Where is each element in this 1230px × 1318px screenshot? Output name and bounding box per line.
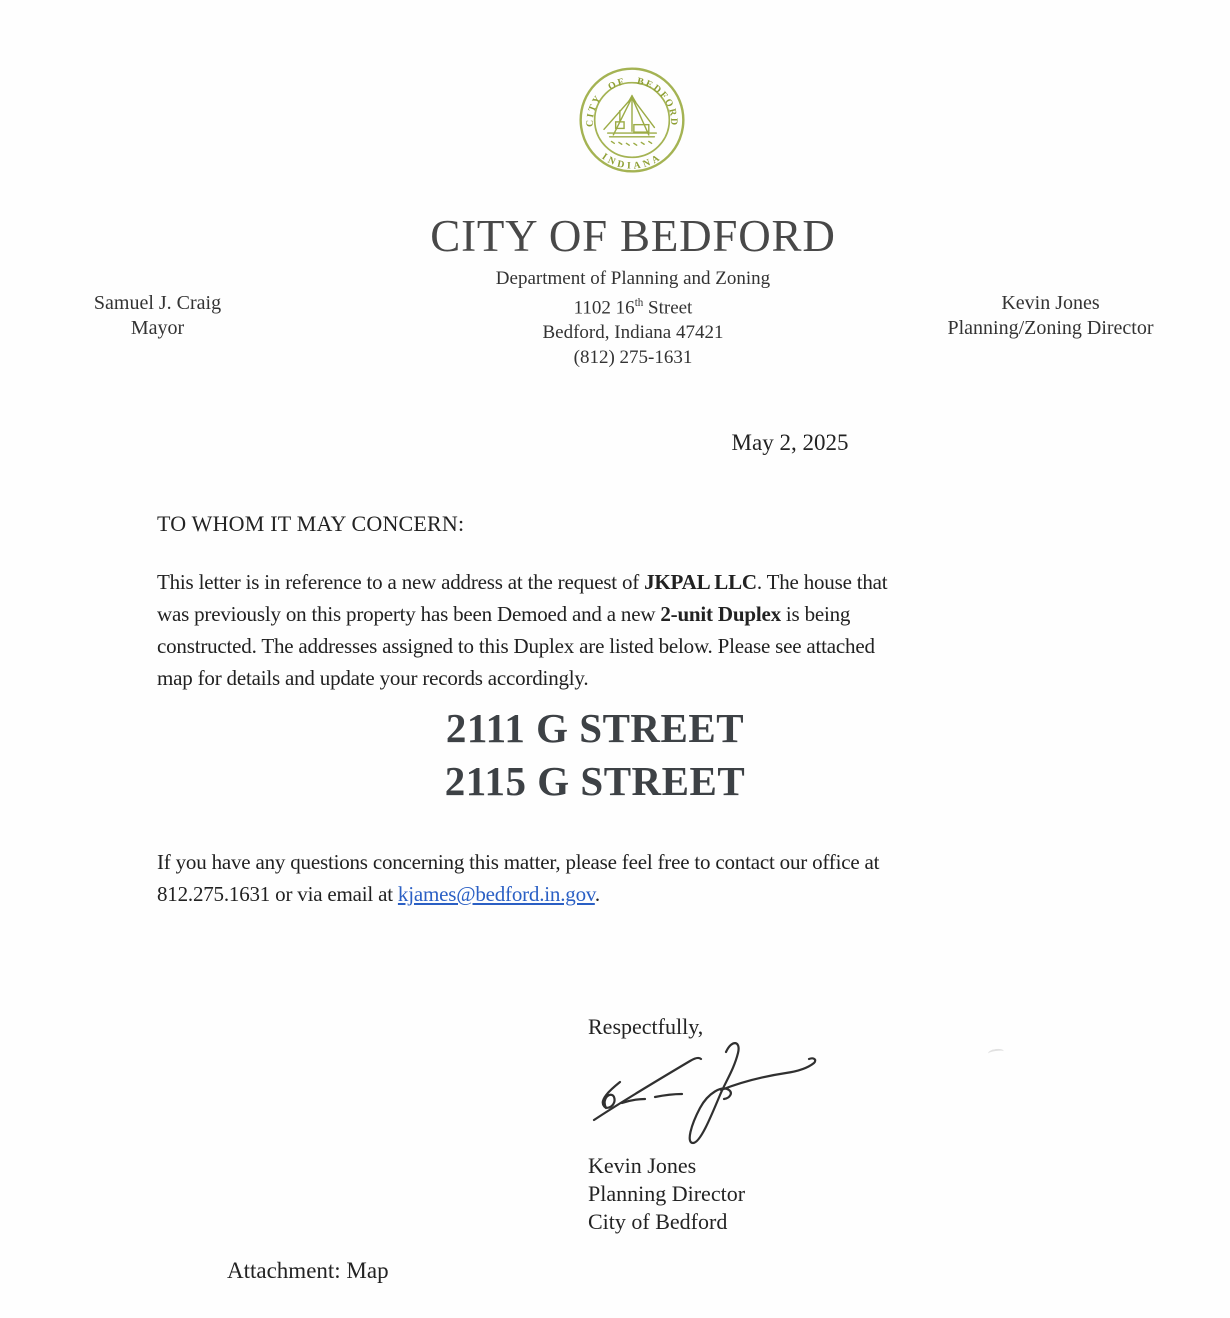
director-block xyxy=(928,291,1173,341)
paragraph-line: If you have any questions concerning this matter, please feel free to contact our office at xyxy=(157,850,880,874)
header-address-block xyxy=(333,266,933,370)
city-seal xyxy=(574,64,690,176)
letter-date: May 2, 2025 xyxy=(731,430,849,455)
address-line-2: 2115 G STREET xyxy=(444,758,746,804)
phone-line: (812) 275-1631 xyxy=(573,347,693,369)
paragraph-line: map for details and update your records accordingly. xyxy=(157,666,589,690)
body-paragraph-1 xyxy=(157,566,1077,694)
assigned-addresses xyxy=(160,702,1030,808)
signature-stroke xyxy=(690,1043,815,1143)
email-link[interactable]: kjames@bedford.in.gov xyxy=(397,882,595,906)
city-state-zip-line: Bedford, Indiana 47421 xyxy=(542,322,724,344)
seal-bottom-text: INDIANA xyxy=(599,151,665,172)
signer-block xyxy=(588,1152,745,1236)
scan-artifact xyxy=(988,1048,1005,1057)
signature-stroke xyxy=(594,1058,701,1120)
signature xyxy=(576,1036,828,1154)
seal-top-text: CITY OF BEDFORD xyxy=(584,75,680,128)
mayor-block xyxy=(55,291,260,341)
svg-text:INDIANA xyxy=(600,151,665,171)
mayor-title: Mayor xyxy=(130,317,185,339)
paragraph-line: This letter is in reference to a new address at the request of JKPAL LLC. The house that xyxy=(157,570,888,594)
seal-crane-icon xyxy=(604,96,656,145)
salutation: TO WHOM IT MAY CONCERN: xyxy=(157,511,465,536)
street-line: 1102 16th Street xyxy=(573,297,693,319)
attachment-note: Attachment: Map xyxy=(227,1258,389,1283)
body-paragraph-2 xyxy=(157,846,1077,910)
signer-title: Planning Director xyxy=(588,1181,746,1206)
signer-org: City of Bedford xyxy=(588,1209,728,1234)
paragraph-line: 812.275.1631 or via email at kjames@bedford.in.gov. xyxy=(157,882,600,906)
paragraph-line: was previously on this property has been Demoed and a new 2-unit Duplex is being xyxy=(157,602,851,626)
mayor-name: Samuel J. Craig xyxy=(93,292,222,314)
signature-stroke xyxy=(603,1082,682,1108)
closing: Respectfully, xyxy=(588,1014,704,1039)
director-title: Planning/Zoning Director xyxy=(947,317,1154,339)
paragraph-line: constructed. The addresses assigned to this Duplex are listed below. Please see attached xyxy=(157,634,875,658)
address-line-1: 2111 G STREET xyxy=(445,705,745,751)
signer-name: Kevin Jones xyxy=(588,1153,697,1178)
street-ordinal: th xyxy=(634,297,644,309)
director-name: Kevin Jones xyxy=(1001,292,1100,314)
department-line: Department of Planning and Zoning xyxy=(495,268,771,289)
page-title: CITY OF BEDFORD xyxy=(430,211,836,261)
